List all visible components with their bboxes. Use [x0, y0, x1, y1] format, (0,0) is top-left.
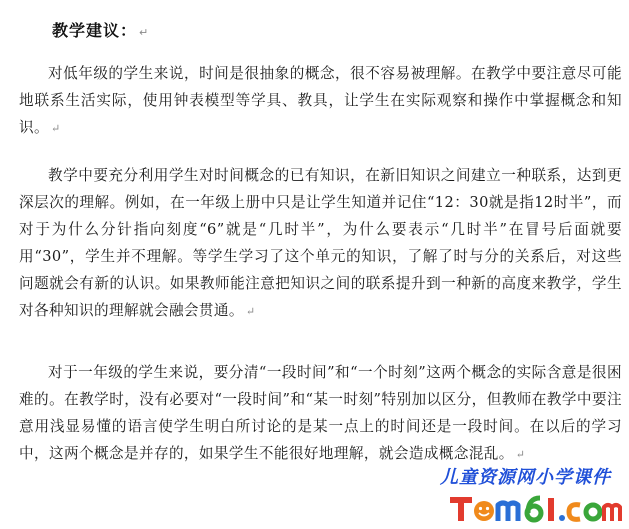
paragraph-mark-icon: ↵ — [245, 305, 256, 318]
paragraph-mark-icon: ↵ — [515, 448, 526, 461]
paragraph-1 — [19, 60, 622, 142]
watermark-title: 儿童资源网小学课件 — [440, 467, 611, 488]
paragraph-mark-icon: ↵ — [51, 122, 61, 135]
paragraph-2 — [19, 162, 622, 325]
paragraph-mark-icon: ↵ — [139, 26, 150, 39]
tom61-logo-icon — [448, 493, 628, 525]
section-heading — [52, 18, 149, 41]
paragraph-3 — [19, 359, 622, 468]
paragraph-2-text: 教学中要充分利用学生对时间概念的已有知识，在新旧知识之间建立一种联系，达到更深层次的理解。例如，在一年级上册中只是让学生知道并记住“12：30就是指12时半”，而对于为什么分针指向刻度“6”就是“几时半”，为什么要表示“几时半”在冒号后面就要用“30”，学生并不理解。等学生学习了这个单元的知识，了解了时与分的关系后，对这些问题就会有新的认识。如果教师能注意把知识之间的联系提升到一种新的高度来教学，学生对各种知识的理解就会融会贯通。 — [19, 167, 622, 319]
paragraph-1-text: 对低年级的学生来说，时间是很抽象的概念，很不容易被理解。在教学中要注意尽可能地联系生活实际，使用钟表模型等学具、教具，让学生在实际观察和操作中掌握概念和知识。 — [19, 65, 622, 136]
paragraph-3-text: 对于一年级的学生来说，要分清“一段时间”和“一个时刻”这两个概念的实际含意是很困难的。在教学时，没有必要对“一段时间”和“某一时刻”特别加以区分，但教师在教学中要注意用浅显易懂的语言使学生明白所讨论的是某一点上的时间还是一段时间。在以后的学习中，这两个概念是并存的，如果学生不能很好地理解，就会造成概念混乱。 — [19, 364, 622, 462]
site-watermark — [440, 463, 629, 529]
heading-text: 教学建议： — [52, 21, 138, 40]
